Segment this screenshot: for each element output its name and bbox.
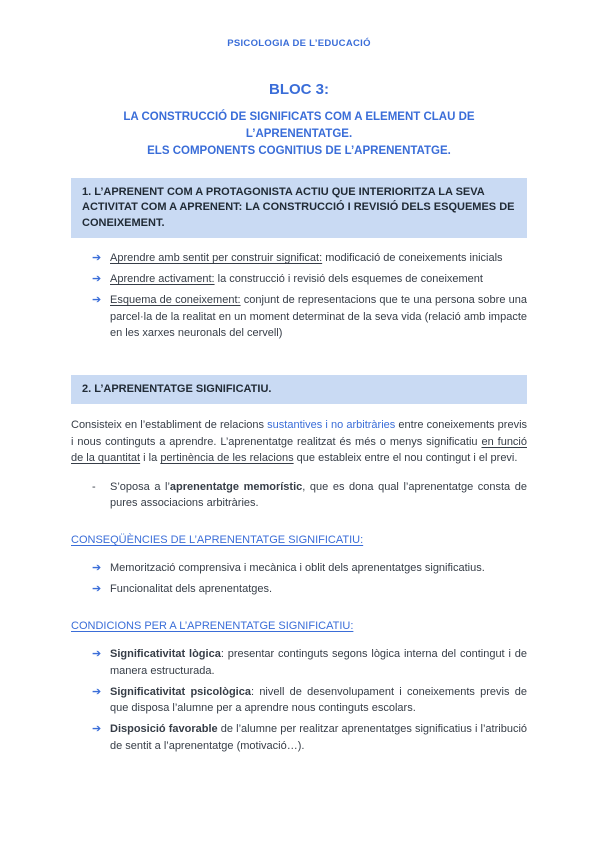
bullet-text: Memorització comprensiva i mecànica i oblit dels aprenentatges significatius. <box>110 562 485 575</box>
arrow-icon: ➔ <box>92 294 102 307</box>
dash-segment: S’oposa a l’ <box>110 480 170 493</box>
paragraph-segment: entre coneixements previs i nous continguts a aprendre. L’aprenentatge realitzat és més o menys significatiu <box>71 419 528 448</box>
bullet-item <box>71 721 527 754</box>
bullet-item <box>71 250 527 267</box>
dash-icon: - <box>92 480 96 493</box>
dash-segment: , que es dona qual l’aprenentatge consta de pures associacions arbitràries. <box>110 480 527 510</box>
bullet-item <box>71 560 527 577</box>
arrow-icon: ➔ <box>92 562 102 575</box>
bullet-rest: la construcció i revisió dels esquemes de coneixement <box>214 273 483 286</box>
bullet-item <box>71 581 527 598</box>
section-1-bullet-list <box>71 250 527 342</box>
paragraph-underlined-phrase: pertinència de les relacions <box>160 452 294 465</box>
consequences-bullet-list <box>71 560 527 598</box>
bullet-text <box>110 250 527 267</box>
consequences-heading: CONSEQÜÈNCIES DE L’APRENENTATGE SIGNIFICATIU: <box>71 533 364 546</box>
bullet-text <box>110 721 527 754</box>
paragraph-blue-phrase: sustantives i no arbitràries <box>267 419 396 432</box>
bullet-rest: : nivell de desenvolupament i coneixements previs de que disposa l’alumne per a aprendre nous continguts escolars. <box>110 685 527 715</box>
bloc-subtitle-line-2: ELS COMPONENTS COGNITIUS DE L’APRENENTATGE. <box>147 145 451 158</box>
bullet-text: Funcionalitat dels aprenentatges. <box>110 583 273 596</box>
dash-bold-phrase: aprenentatge memorístic <box>169 480 303 493</box>
section-1-heading-band: 1. L’APRENENT COM A PROTAGONISTA ACTIU QUE INTERIORITZA LA SEVA ACTIVITAT COM A APRENENT: LA CONSTRUCCIÓ I REVISIÓ DELS ESQUEMES DE CONEIXEMENT. <box>71 178 527 239</box>
arrow-icon: ➔ <box>92 583 102 596</box>
bullet-item <box>71 292 527 342</box>
bullet-item <box>71 684 527 717</box>
paragraph-underlined-phrase: en funció de la quantitat <box>71 435 527 465</box>
bullet-lead: Aprendre amb sentit per construir significat: <box>110 252 323 265</box>
bullet-lead: Aprendre activament: <box>110 273 215 286</box>
bullet-bold-lead: Significativitat psicològica <box>110 685 251 698</box>
bloc-subtitle-line-1: LA CONSTRUCCIÓ DE SIGNIFICATS COM A ELEMENT CLAU DE L’APRENENTATGE. <box>123 110 475 140</box>
bullet-bold-lead: Disposició favorable <box>110 723 218 736</box>
bullet-rest: : presentar continguts segons lògica interna del contingut i de manera estructurada. <box>110 648 527 677</box>
bullet-item <box>71 271 527 288</box>
bullet-text <box>110 292 527 342</box>
arrow-icon: ➔ <box>92 648 102 661</box>
bullet-lead: Esquema de coneixement: <box>110 294 241 307</box>
section-2-heading-band: 2. L’APRENENTATGE SIGNIFICATIU. <box>71 375 527 405</box>
dash-bullet-item <box>71 479 527 512</box>
bullet-rest: modificació de coneixements inicials <box>322 252 503 265</box>
bullet-text <box>110 684 527 717</box>
bullet-rest: de l’alumne per realitzar aprenentatges significatius i l’atribució de sentit a l’aprenentatge (motivació…). <box>110 723 528 752</box>
bloc-title: BLOC 3: <box>269 81 329 99</box>
bloc-subtitle <box>71 109 527 161</box>
paragraph-segment: Consisteix en l’establiment de relacions <box>71 419 268 432</box>
conditions-heading: CONDICIONS PER A L’APRENENTATGE SIGNIFICATIU: <box>71 619 354 632</box>
course-header: PSICOLOGIA DE L’EDUCACIÓ <box>227 38 371 49</box>
bullet-item <box>71 646 527 679</box>
arrow-icon: ➔ <box>92 252 102 265</box>
arrow-icon: ➔ <box>92 685 102 698</box>
arrow-icon: ➔ <box>92 723 102 736</box>
bullet-text <box>110 646 527 679</box>
significative-learning-paragraph <box>71 417 527 467</box>
dash-bullet-text <box>110 479 527 512</box>
conditions-bullet-list <box>71 646 527 754</box>
bullet-text <box>110 271 527 288</box>
bullet-bold-lead: Significativitat lògica <box>110 648 221 661</box>
paragraph-segment: i la <box>140 452 161 465</box>
bullet-rest: conjunt de representacions que te una persona sobre una parcel·la de la realitat en un moment determinat de la seva vida (relació amb impacte en les xarxes neuronals del cervell) <box>110 294 528 340</box>
arrow-icon: ➔ <box>92 273 102 286</box>
paragraph-segment: que estableix entre el nou contingut i el previ. <box>293 452 518 465</box>
